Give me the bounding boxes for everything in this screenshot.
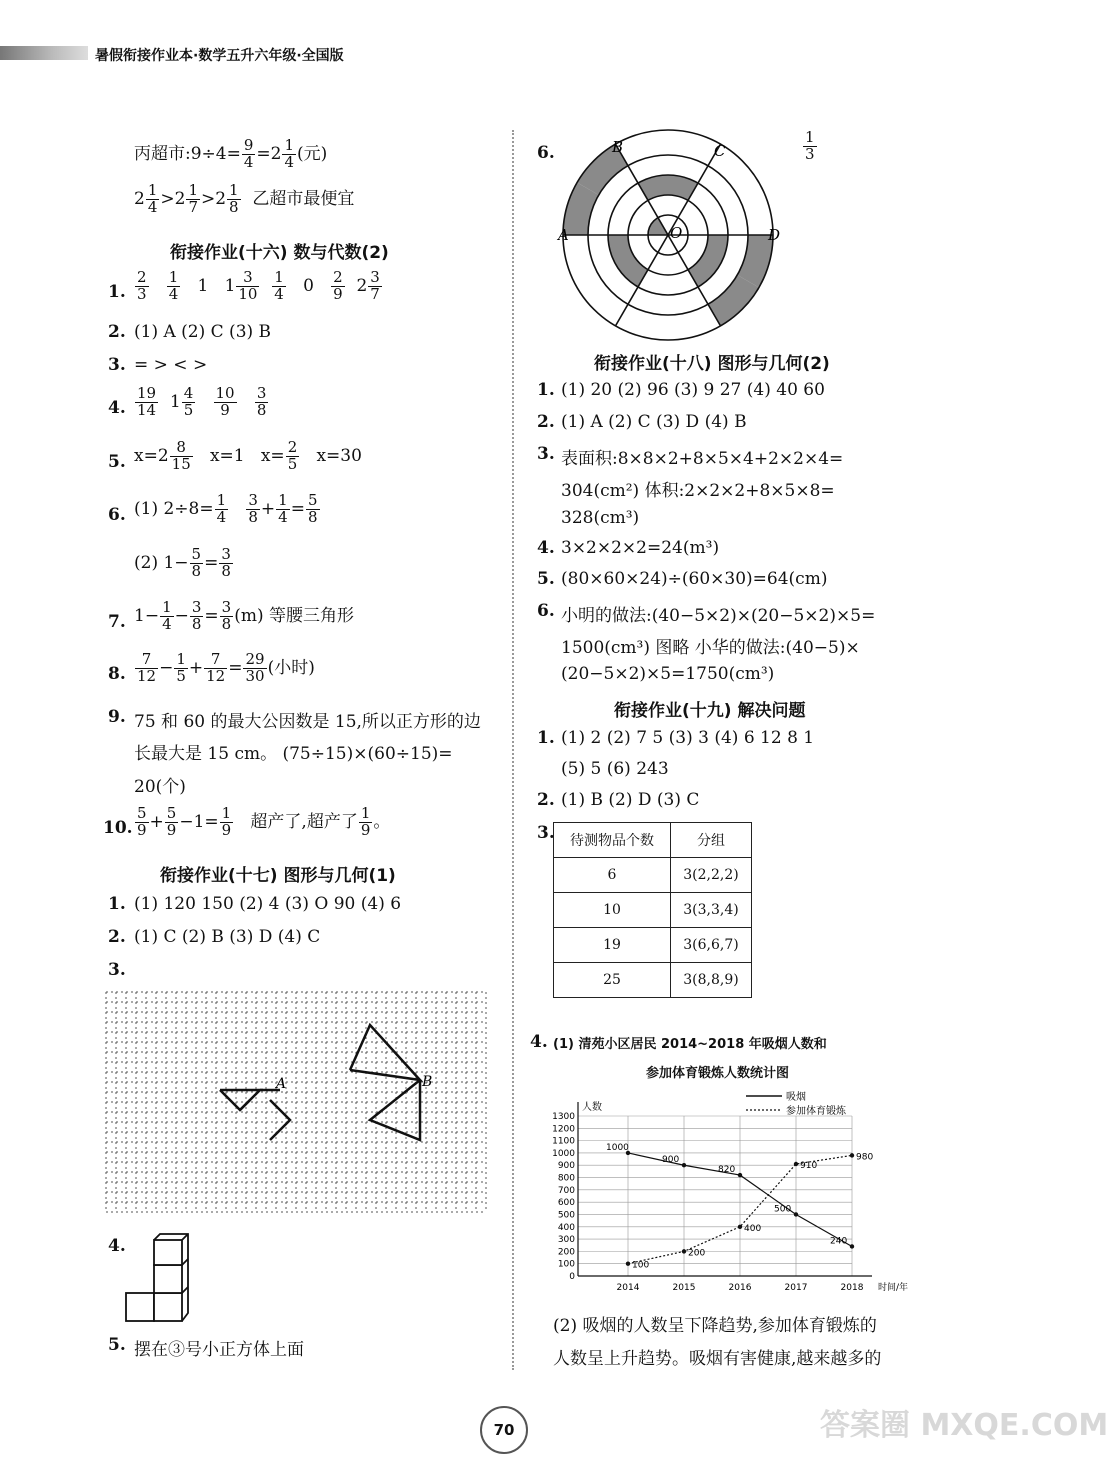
r-q6-fraction: $\frac{1}{3}$	[805, 128, 815, 163]
s17-q5: 摆在③号小正方体上面	[134, 1340, 304, 1360]
data-label: 1000	[606, 1142, 629, 1153]
table-header-cell: 分组	[671, 823, 752, 858]
table-cell: 3(3,3,4)	[671, 893, 752, 928]
s18-q1: (1) 20 (2) 96 (3) 9 27 (4) 40 60	[561, 380, 825, 400]
table-cell: 3(8,8,9)	[671, 963, 752, 998]
s17-num-3: 3.	[108, 960, 126, 980]
num-5: 5.	[108, 452, 126, 472]
data-label: 100	[632, 1260, 650, 1271]
table-row	[554, 893, 752, 928]
table-row	[554, 858, 752, 893]
grid-figure	[104, 990, 490, 1220]
s17-num-2: 2.	[108, 927, 126, 947]
circle-label-D: D	[768, 226, 781, 244]
data-label: 910	[800, 1161, 818, 1171]
s16-q9-line3: 20(个)	[134, 777, 186, 797]
x-tick-label: 2014	[616, 1283, 640, 1293]
chart-title-line2: 参加体育锻炼人数统计图	[646, 1066, 790, 1081]
x-tick-label: 2017	[784, 1283, 808, 1293]
column-divider	[512, 130, 514, 1370]
cube-figure	[124, 1232, 194, 1324]
data-label: 500	[774, 1204, 792, 1215]
data-point	[794, 1212, 798, 1216]
num-1: 1.	[108, 282, 126, 302]
num-9: 9.	[108, 707, 126, 727]
y-tick-label: 600	[557, 1198, 575, 1209]
s18-q5: (80×60×24)÷(60×30)=64(cm)	[561, 569, 828, 589]
r18-num-1: 1.	[537, 380, 555, 400]
circle-label-O: O	[670, 224, 683, 242]
data-label: 980	[856, 1152, 874, 1163]
data-label: 900	[662, 1155, 680, 1166]
page-number-badge	[480, 1406, 528, 1454]
label-B: B	[422, 1074, 433, 1090]
circle-label-B: B	[612, 138, 624, 156]
r19-num-3: 3.	[537, 823, 555, 843]
s17-num-5: 5.	[108, 1335, 126, 1355]
y-tick-label: 800	[557, 1173, 575, 1184]
x-axis-label: 时间/年	[878, 1283, 909, 1293]
r18-num-6: 6.	[537, 601, 555, 621]
s18-q6-line1: 小明的做法:(40−5×2)×(20−5×2)×5=	[561, 606, 876, 626]
y-tick-label: 1100	[552, 1136, 575, 1147]
y-tick-label: 400	[557, 1222, 575, 1233]
s16-q10: $\frac{5}{9}$ + $\frac{5}{9}$ −1= $\frac{1}{9}$ 超产了,超产了 $\frac{1}{9}$ 。	[137, 804, 391, 839]
data-point	[794, 1162, 798, 1166]
table-cell: 6	[554, 858, 671, 893]
sec19-title: 衔接作业(十九) 解决问题	[614, 701, 806, 721]
r18-num-4: 4.	[537, 538, 555, 558]
s16-q1: $\frac{2}{3}$ $\frac{1}{4}$ 1 1 $\frac{3}{10}$ $\frac{1}{4}$ 0 $\frac{2}{9}$ 2 $\frac{3}{7}$	[137, 268, 380, 303]
bing-line: 丙超市:9÷4= $\frac{9}{4}$ =2 $\frac{1}{4}$ (元)	[134, 136, 328, 171]
watermark: 答案圈 MXQE.COM	[820, 1408, 1108, 1443]
r18-num-5: 5.	[537, 569, 555, 589]
table-cell: 10	[554, 893, 671, 928]
data-point	[850, 1244, 854, 1248]
table-cell: 3(6,6,7)	[671, 928, 752, 963]
s16-q8: $\frac{7}{12}$ − $\frac{1}{5}$ + $\frac{7}{12}$ = $\frac{29}{30}$ (小时)	[137, 650, 315, 685]
num-2: 2.	[108, 322, 126, 342]
s18-q3-line3: 328(cm³)	[561, 508, 640, 528]
r19-num-1: 1.	[537, 728, 555, 748]
data-point	[682, 1163, 686, 1167]
data-point	[850, 1153, 854, 1157]
chart-legend	[746, 1090, 847, 1117]
header-bar	[0, 46, 88, 60]
r19-num-4: 4.	[530, 1032, 548, 1052]
chart-title-line1: (1) 清苑小区居民 2014~2018 年吸烟人数和	[553, 1037, 827, 1052]
s16-q6-2: (2) 1− $\frac{5}{8}$ = $\frac{3}{8}$	[134, 545, 231, 580]
y-tick-label: 700	[557, 1185, 575, 1196]
r18-num-2: 2.	[537, 412, 555, 432]
s16-q3: = > < >	[134, 355, 208, 375]
s18-q6-line2: 1500(cm³) 图略 小华的做法:(40−5)×	[561, 638, 860, 658]
circle-figure	[556, 138, 796, 338]
sec18-title: 衔接作业(十八) 图形与几何(2)	[594, 354, 830, 374]
r-num-6: 6.	[537, 143, 555, 163]
s18-q6-line3: (20−5×2)×5=1750(cm³)	[561, 664, 775, 684]
table-row	[554, 963, 752, 998]
label-A: A	[276, 1076, 287, 1092]
grid-lines	[106, 992, 486, 1212]
data-point	[738, 1225, 742, 1229]
s16-q9-line2: 长最大是 15 cm。 (75÷15)×(60÷15)=	[134, 744, 453, 764]
num-3: 3.	[108, 355, 126, 375]
s17-q2: (1) C (2) B (3) D (4) C	[134, 927, 321, 947]
table-cell: 25	[554, 963, 671, 998]
r18-num-3: 3.	[537, 444, 555, 464]
legend-label-smoking: 吸烟	[786, 1092, 806, 1103]
x-tick-label: 2018	[840, 1283, 864, 1293]
s19-q4-2-line2: 人数呈上升趋势。吸烟有害健康,越来越多的	[553, 1349, 882, 1369]
circle-label-A: A	[558, 226, 569, 244]
header-title: 暑假衔接作业本·数学五升六年级·全国版	[95, 48, 344, 64]
s18-q2: (1) A (2) C (3) D (4) B	[561, 412, 747, 432]
s17-q1: (1) 120 150 (2) 4 (3) O 90 (4) 6	[134, 894, 402, 914]
y-tick-label: 1200	[552, 1124, 575, 1135]
circle-label-C: C	[714, 142, 726, 160]
num-6: 6.	[108, 505, 126, 525]
large-triangle-2	[370, 1080, 420, 1140]
compare-line: 2 $\frac{1}{4}$ >2 $\frac{1}{7}$ >2 $\frac{1}{8}$ 乙超市最便宜	[134, 181, 355, 216]
y-tick-label: 500	[557, 1210, 575, 1221]
line-chart	[538, 1088, 909, 1298]
num-4: 4.	[108, 398, 126, 418]
chart-grid	[578, 1116, 852, 1276]
table-header-cell: 待测物品个数	[554, 823, 671, 858]
data-point	[682, 1249, 686, 1253]
data-label: 200	[688, 1248, 706, 1259]
s19-q2: (1) B (2) D (3) C	[561, 790, 700, 810]
data-label: 240	[830, 1236, 848, 1247]
s18-q3-line1: 表面积:8×8×2+8×5×4+2×2×4=	[561, 449, 844, 469]
r19-num-2: 2.	[537, 790, 555, 810]
y-tick-label: 1300	[552, 1112, 575, 1122]
num-10: 10.	[103, 818, 133, 838]
y-tick-label: 0	[569, 1272, 575, 1282]
s16-q4: $\frac{19}{14}$ 1 $\frac{4}{5}$ $\frac{10}{9}$ $\frac{3}{8}$	[137, 384, 267, 419]
y-tick-label: 900	[557, 1161, 575, 1172]
s16-q9-line1: 75 和 60 的最大公因数是 15,所以正方形的边	[134, 712, 481, 732]
s17-num-1: 1.	[108, 894, 126, 914]
y-tick-label: 1000	[552, 1148, 575, 1159]
sec16-title: 衔接作业(十六) 数与代数(2)	[170, 243, 389, 263]
table-row	[554, 928, 752, 963]
large-triangle-1	[350, 1025, 420, 1080]
data-label: 400	[744, 1223, 762, 1234]
x-tick-label: 2015	[672, 1283, 696, 1293]
s19-q4-2-line1: (2) 吸烟的人数呈下降趋势,参加体育锻炼的	[553, 1316, 877, 1336]
y-tick-label: 200	[557, 1247, 575, 1258]
data-point	[738, 1173, 742, 1177]
grouping-table	[553, 822, 752, 998]
s18-q4: 3×2×2×2=24(m³)	[561, 538, 720, 558]
s18-q3-line2: 304(cm²) 体积:2×2×2+8×5×8=	[561, 481, 835, 501]
table-cell: 19	[554, 928, 671, 963]
s16-q5: x=2 $\frac{8}{15}$ x=1 x= $\frac{2}{5}$ x=30	[134, 438, 362, 473]
table-cell: 3(2,2,2)	[671, 858, 752, 893]
s17-num-4: 4.	[108, 1236, 126, 1256]
chart-labels	[552, 1100, 908, 1293]
s19-q1-line2: (5) 5 (6) 243	[561, 759, 669, 779]
sec17-title: 衔接作业(十七) 图形与几何(1)	[160, 866, 396, 886]
s16-q7: 1− $\frac{1}{4}$ − $\frac{3}{8}$ = $\frac{3}{8}$ (m) 等腰三角形	[134, 598, 354, 633]
s19-q1-line1: (1) 2 (2) 7 5 (3) 3 (4) 6 12 8 1	[561, 728, 815, 748]
data-point	[626, 1261, 630, 1265]
num-8: 8.	[108, 664, 126, 684]
table-header-row	[554, 823, 752, 858]
data-label: 820	[718, 1165, 736, 1176]
x-tick-label: 2016	[728, 1283, 752, 1293]
s16-q2: (1) A (2) C (3) B	[134, 322, 272, 342]
page-number: 70	[493, 1421, 515, 1439]
y-tick-label: 300	[557, 1235, 575, 1246]
s16-q6-1: (1) 2÷8= $\frac{1}{4}$ $\frac{3}{8}$ + $\frac{1}{4}$ = $\frac{5}{8}$	[134, 491, 318, 526]
legend-label-exercise: 参加体育锻炼	[786, 1106, 846, 1117]
y-tick-label: 100	[557, 1259, 575, 1270]
num-7: 7.	[108, 612, 126, 632]
small-shape-right	[270, 1100, 290, 1140]
y-axis-label: 人数	[582, 1102, 602, 1113]
